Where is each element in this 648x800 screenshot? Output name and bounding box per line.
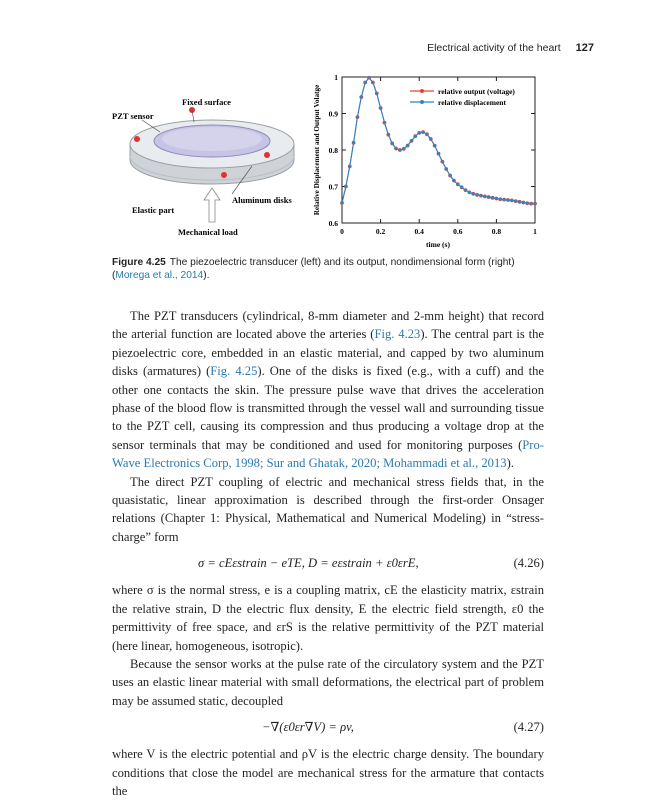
- y-tick-label: 0.8: [328, 146, 338, 155]
- label-pzt-sensor: PZT sensor: [112, 111, 154, 121]
- equation-4-26: [112, 552, 544, 574]
- data-point-displacement: [487, 196, 490, 199]
- p1-text-d: ).: [506, 456, 514, 471]
- data-point-displacement: [518, 200, 521, 203]
- label-fixed-surface: Fixed surface: [182, 97, 231, 107]
- caption-label: Figure 4.25: [112, 257, 166, 268]
- x-tick-label: 0.2: [375, 227, 386, 236]
- data-point-displacement: [426, 133, 429, 136]
- label-elastic-part: Elastic part: [132, 205, 175, 215]
- x-tick-label: 0.6: [453, 227, 463, 236]
- data-point-displacement: [399, 149, 402, 152]
- paragraph-4: Because the sensor works at the pulse rate of the circulatory system and the PZT uses an elastic linear material with small deformations, the electrical part of problem may be assumed static, decoupled: [112, 656, 544, 708]
- data-point-displacement: [375, 92, 378, 95]
- data-point-displacement: [341, 202, 344, 205]
- link-fig-4-25[interactable]: Fig. 4.25: [210, 364, 258, 379]
- data-point-displacement: [437, 152, 440, 155]
- paragraph-1: [112, 307, 544, 473]
- x-tick-label: 0.8: [491, 227, 502, 236]
- body-text: [112, 307, 544, 800]
- equation-4-26-number: (4.26): [513, 556, 544, 571]
- data-point-displacement: [344, 185, 347, 188]
- p1-text-b: ). The central part is the piezoelectric core, embedded in an elastic material, and capped by two aluminum disks (armatures) (: [112, 327, 545, 379]
- data-point-displacement: [441, 160, 444, 163]
- data-point-displacement: [468, 191, 471, 194]
- series-line-voltage: [342, 78, 535, 204]
- page-number: 127: [575, 42, 594, 54]
- caption-citation-link[interactable]: Morega et al., 2014: [115, 270, 204, 281]
- data-point-displacement: [414, 135, 417, 138]
- data-point-displacement: [379, 107, 382, 110]
- load-arrow-icon: [204, 188, 220, 222]
- y-tick-label: 0.6: [328, 219, 338, 228]
- link-references[interactable]: Pro-Wave Electronics Corp, 1998; Sur and Ghatak, 2020; Mohammadi et al., 2013: [112, 437, 544, 471]
- data-point-displacement: [395, 147, 398, 150]
- y-tick-label: 0.9: [328, 109, 338, 119]
- data-point-displacement: [456, 183, 459, 186]
- y-axis: [329, 73, 535, 228]
- data-point-displacement: [418, 131, 421, 134]
- caption-end: ).: [203, 270, 210, 281]
- data-point-displacement: [422, 131, 425, 134]
- transducer-illustration: [112, 97, 294, 237]
- y-axis-label: Relative Displacement and Output Volatge: [313, 84, 321, 216]
- p1-text-c: ). One of the disks is fixed (e.g., with a cuff) and the other one contacts the skin. The pressure pulse wave that drives the acceleration phase of the blood flow is transmitted through the vessel wall and surrounding tissue to the PZT cell, causing its compression and thus producing a voltage drop at the sensor terminals that may be conditioned and used for monitoring purposes (: [112, 364, 545, 452]
- data-point-displacement: [383, 121, 386, 124]
- x-tick-label: 1: [533, 227, 537, 236]
- data-point-displacement: [445, 168, 448, 171]
- paragraph-2: The direct PZT coupling of electric and mechanical stress fields that, in the quasistatic, linear approximation is described through the first-order Onsager relations (Chapter 1: Physical, Mathematical and Numerical Modeling) in “stress-charge” form: [112, 474, 544, 544]
- figure-caption: [112, 256, 544, 282]
- x-tick-label: 0.4: [414, 227, 424, 236]
- link-fig-4-23[interactable]: Fig. 4.23: [374, 327, 421, 342]
- data-point-displacement: [449, 174, 452, 177]
- caption-text: The piezoelectric transducer (left) and its output, nondimensional form (right) (: [112, 257, 515, 281]
- data-point-displacement: [387, 133, 390, 136]
- equation-4-27-expression: −∇(ε0εr∇V) = ρv,: [262, 720, 354, 735]
- x-tick-label: 0: [340, 227, 344, 236]
- data-point-displacement: [410, 139, 413, 142]
- data-point-displacement: [522, 201, 525, 204]
- legend-label-voltage: relative output (voltage): [438, 87, 515, 96]
- data-point-displacement: [391, 142, 394, 145]
- legend-label-displacement: relative displacement: [438, 98, 506, 107]
- data-point-displacement: [483, 195, 486, 198]
- output-chart: [313, 73, 537, 249]
- data-point-displacement: [495, 197, 498, 200]
- x-axis-label: time (s): [426, 240, 450, 249]
- data-point-displacement: [460, 186, 463, 189]
- running-title: Electrical activity of the heart: [427, 42, 561, 54]
- data-point-displacement: [429, 138, 432, 141]
- data-point-displacement: [356, 116, 359, 119]
- y-tick-label: 0.7: [328, 182, 338, 192]
- data-point-displacement: [507, 199, 510, 202]
- series-line-displacement: [342, 78, 535, 204]
- data-point-displacement: [402, 148, 405, 151]
- data-point-displacement: [530, 202, 533, 205]
- figure-4-25: [112, 72, 548, 252]
- legend-marker-voltage: [420, 89, 424, 93]
- data-point-displacement: [352, 141, 355, 144]
- data-point-displacement: [360, 96, 363, 99]
- figure-svg: [112, 72, 548, 252]
- equation-4-26-expression: σ = cEεstrain − eTE, D = eεstrain + ε0εrE,: [198, 556, 419, 571]
- data-point-displacement: [526, 202, 529, 205]
- running-header: [427, 42, 594, 54]
- data-point-displacement: [534, 202, 537, 205]
- data-point-displacement: [348, 165, 351, 168]
- data-point-displacement: [491, 196, 494, 199]
- chart-legend: [410, 87, 515, 107]
- data-point-displacement: [453, 179, 456, 182]
- legend-marker-displacement: [420, 100, 424, 104]
- data-point-displacement: [364, 81, 367, 84]
- y-tick-label: 1: [334, 73, 338, 82]
- data-point-displacement: [433, 144, 436, 147]
- data-point-displacement: [480, 194, 483, 197]
- label-mechanical-load: Mechanical load: [178, 227, 238, 237]
- data-point-displacement: [499, 198, 502, 201]
- data-point-displacement: [464, 189, 467, 192]
- label-aluminum-disks: Aluminum disks: [232, 195, 292, 205]
- data-point-displacement: [514, 200, 517, 203]
- equation-4-27: [112, 716, 544, 738]
- data-point-displacement: [503, 198, 506, 201]
- data-point-displacement: [371, 81, 374, 84]
- data-point-displacement: [476, 193, 479, 196]
- p1-text-a: The PZT transducers (cylindrical, 8-mm diameter and 2-mm height) that record the arterial function are located above the arteries (: [112, 309, 544, 342]
- equation-4-27-number: (4.27): [513, 720, 544, 735]
- data-point-displacement: [406, 144, 409, 147]
- data-point-displacement: [472, 192, 475, 195]
- data-point-displacement: [368, 76, 371, 79]
- data-point-displacement: [510, 199, 513, 202]
- paragraph-5: where V is the electric potential and ρV is the electric charge density. The boundary conditions that close the model are mechanical stress for the armature that contacts the: [112, 747, 544, 798]
- paragraph-3: where σ is the normal stress, e is a coupling matrix, cE the elasticity matrix, εstrain the relative strain, D the electric flux density, E the electric field strength, ε0 the permittivity of free space, and εrS is the relative permittivity of the PZT material (here linear, homogeneous, isotropic).: [112, 583, 544, 653]
